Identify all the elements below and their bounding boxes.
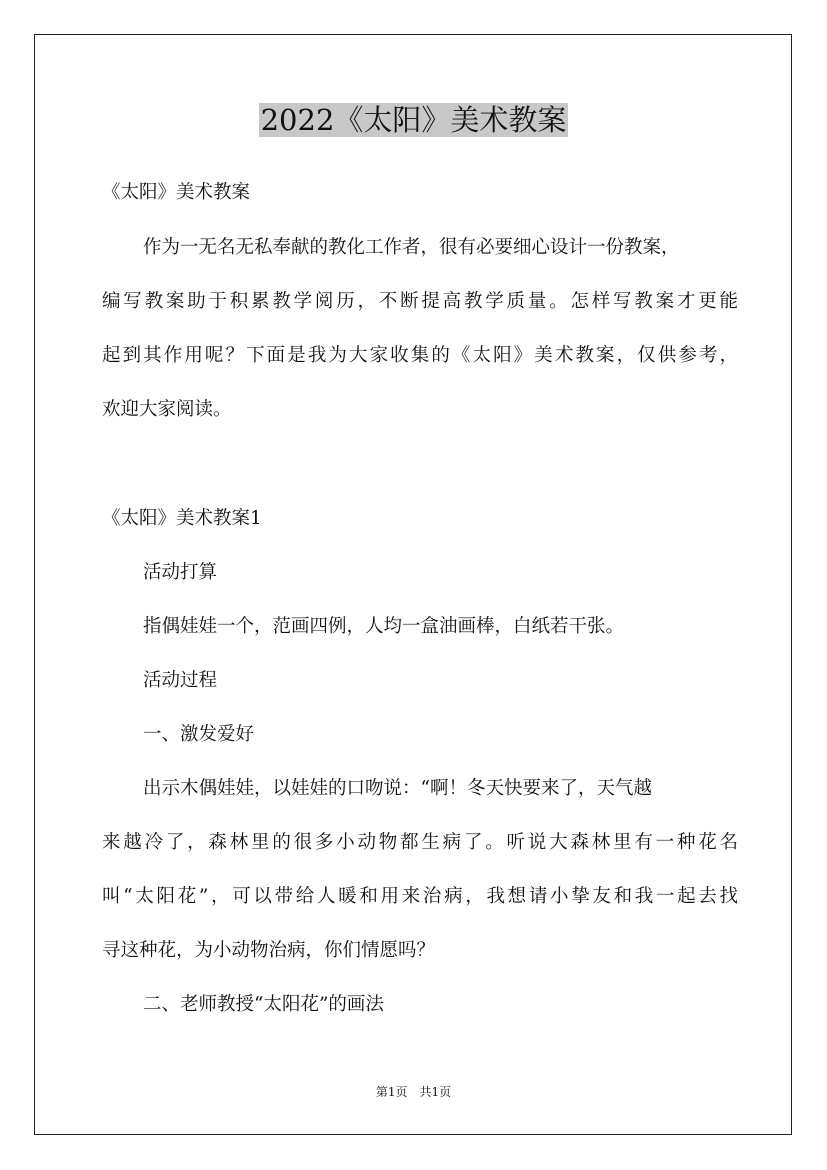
step1-paragraph-line: 出示木偶娃娃，以娃娃的口吻说：“啊！冬天快要来了，天气越	[143, 778, 652, 799]
intro-paragraph-line: 起到其作用呢？下面是我为大家收集的《太阳》美术教案，仅供参考，	[102, 345, 738, 366]
prep-heading: 活动打算	[143, 562, 218, 583]
intro-paragraph-line: 作为一无名无私奉献的教化工作者，很有必要细心设计一份教案，	[143, 237, 680, 258]
intro-paragraph-line: 编写教案助于积累教学阅历，不断提高教学质量。怎样写教案才更能	[102, 291, 738, 312]
intro-heading: 《太阳》美术教案	[102, 182, 251, 203]
process-heading: 活动过程	[143, 670, 218, 691]
document-title	[0, 98, 827, 142]
step1-paragraph-line: 叫“太阳花”，可以带给人暖和用来治病，我想请小挚友和我一起去找	[102, 886, 738, 907]
page-footer: 第1页 共1页	[375, 1085, 452, 1099]
step1-heading: 一、激发爱好	[143, 724, 255, 745]
step2-heading: 二、老师教授“太阳花”的画法	[143, 994, 384, 1015]
title-text: 2022《太阳》美术教案	[260, 103, 567, 137]
step1-paragraph-line: 来越冷了，森林里的很多小动物都生病了。听说大森林里有一种花名	[102, 832, 738, 853]
step1-paragraph-line: 寻这种花，为小动物治病，你们情愿吗？	[102, 940, 436, 961]
section-heading: 《太阳》美术教案1	[102, 508, 262, 529]
prep-text: 指偶娃娃一个，范画四例，人均一盒油画棒，白纸若干张。	[143, 616, 625, 637]
intro-paragraph-line: 欢迎大家阅读。	[102, 399, 232, 420]
